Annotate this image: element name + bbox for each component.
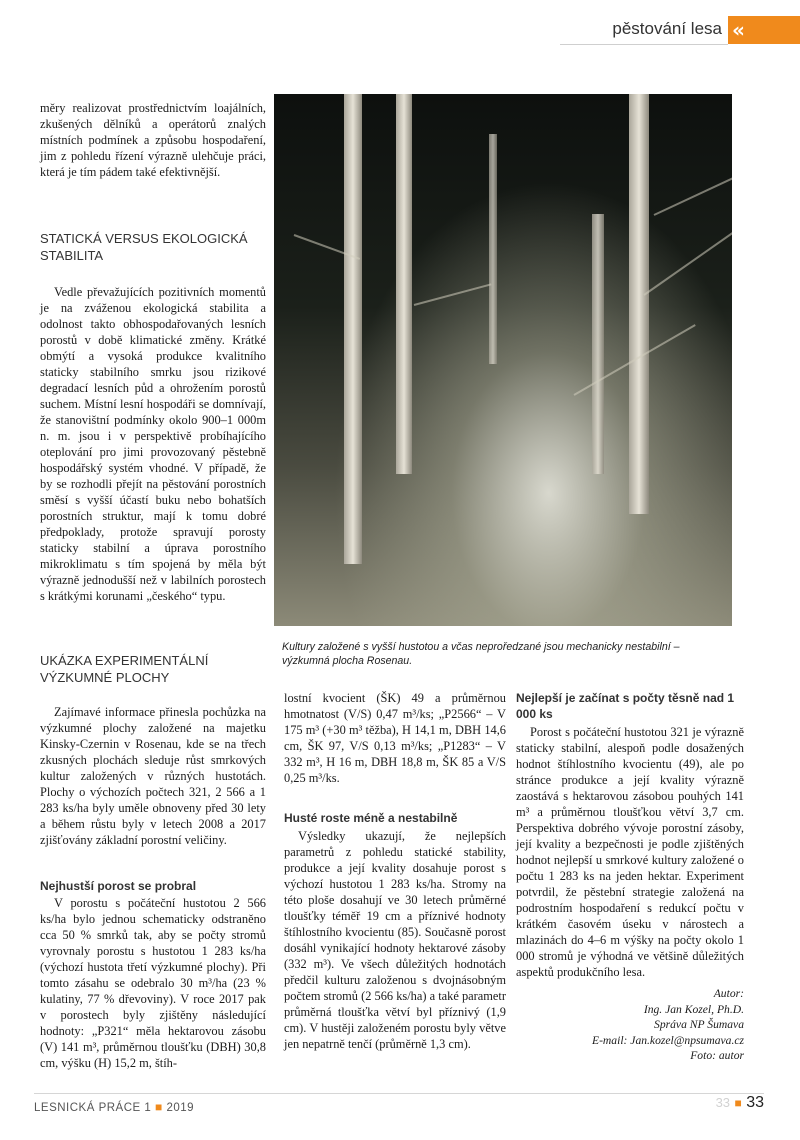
photo-credit: Foto: autor <box>690 1049 744 1063</box>
paragraph: lostní kvocient (ŠK) 49 a průměrnou hmotnatost (V/S) 0,47 m³/ks; „P2566“ – V 175 m³ (+30 m³ těžba), H 14,1 m, DBH 14,6 cm, ŠK 97, V/S 0,13 m³/ks; „P1283“ – V 332 m³, H 16 m, DBH 18,8 m, ŠK 85 a V/S 0,25 m³/ks. <box>284 691 506 785</box>
section-body <box>40 284 266 604</box>
paragraph: měry realizovat prostřednictvím loajálních, zkušených dělníků a operátorů znalých místních podmínek a způsobu hospodaření, jim z pohledu řízení výrazně ulehčuje práci, která je tím pádem také efektivnější. <box>40 101 266 179</box>
subsection-nejlepsi <box>516 690 744 1064</box>
branch <box>654 176 732 216</box>
journal-info <box>34 1100 194 1114</box>
paragraph: Zajímavé informace přinesla pochůzka na výzkumné plochy založené na majetku Kinsky-Czernin v Rosenau, kde se na třech zkusných plochách sleduje růst smrkových kultur založených v různých hustotách. Plochy o výchozích počtech 321, 2 566 a 1 283 ks/ha byly uměle obnoveny před 30 lety a během růstu byly v letech 2008 a 2017 zjišťovány základní porostní veličiny. <box>40 705 266 847</box>
subsection-title: Nejhustší porost se probral <box>40 879 197 893</box>
subsection-probral <box>40 878 266 896</box>
tree-trunk <box>344 94 362 564</box>
section-title: pěstování lesa <box>560 14 728 45</box>
author-name: Ing. Jan Kozel, Ph.D. <box>643 1002 744 1016</box>
tree-trunk <box>489 134 497 364</box>
paragraph: Výsledky ukazují, že nejlepších parametrů z pohledu statické stability, produkce a její kvality dosahuje porost s výchozí hustotou 1 283 ks/ha. Stromy na této ploše dosahují ve 30 letech průměrné tloušťky téměř 19 cm a příznivé hodnoty štíhlostního kvocientu (85). Současně porost dosáhl vynikající hodnoty hektarové zásoby (332 m³). Ve všech důležitých hodnotách předčil kulturu založenou s dvojnásobným počtem stromů (2 566 ks/ha) a také parametr průměrná tloušťka větví byl příznivý (1,9 cm). V hustěji založeném porostu byly větve jen nepatrně tenčí (průměrně 1,3 cm). <box>284 829 506 1051</box>
separator-icon: ■ <box>734 1096 742 1110</box>
tree-trunk <box>592 214 604 474</box>
forest-photo <box>274 94 732 626</box>
paragraph: Vedle převažujících pozitivních momentů je na zváženou ekologická stabilita a odolnost takto obhospodařovaných lesních porostů v době klimatické změny. Krátké obmýtí a vysoká produkce kvalitního staticky stabilního smrku jsou rizikové degradací lesních půd a ohrožením porostů suchem. Místní lesní hospodáři se domnívají, že stanovištní podmínky okolo 900–1 000m n. m. jsou i v perspektivě probíhajícího oteplování pro jimi provozovaný pěstebně hospodářský systém vhodné. V případě, že by se rozhodli přejít na pěstování porostních směsí s vyšší účastí buku nebo bohatších porostních struktur, mají k tomu dobré předpoklady, protože spravují porosty staticky stabilní a úprava porostního mikroklimatu s tím spojená by měla být výrazně jednodušší než v labilních porostech s krátkými korunami „českého“ typu. <box>40 285 266 603</box>
separator-icon: ■ <box>155 1100 163 1114</box>
subsection-title: Nejlepší je začínat s počty těsně nad 1 000 ks <box>516 691 735 721</box>
col1-top-text <box>40 100 266 180</box>
section-body <box>40 704 266 848</box>
branch <box>643 231 732 296</box>
author-label: Autor: <box>713 987 744 1000</box>
paragraph: V porostu s počáteční hustotou 2 566 ks/ha bylo jednou schematicky odstraněno cca 50 % smrků tak, aby se počty stromů vyrovnaly porostu s hustotou 1 283 ks/ha (výchozí hustota třetí výzkumné plochy). Při tomto zásahu se odebralo 30 m³/ha (23 % kulatiny, 77 % dřevoviny). V roce 2017 pak v porostech byly zjištěny následující hodnoty: „P321“ měla hektarovou zásobu (V) 141 m³, průměrnou tloušťku (DBH) 30,8 cm, výšku (H) 15,2 m, štíh- <box>40 896 266 1070</box>
author-block <box>516 986 744 1064</box>
sub1-text-part2 <box>284 690 506 794</box>
footer-divider <box>34 1093 764 1094</box>
page-number: 33 <box>746 1094 764 1111</box>
tree-trunk <box>629 94 649 514</box>
photo-caption: Kultury založené s vyšší hustotou a včas neproředzané jsou mechanicky nestabilní – výzkumná plocha Rosenau. <box>282 641 680 667</box>
sub1-text-part1 <box>40 895 266 1087</box>
page-number-block <box>660 1094 764 1112</box>
tree-trunk <box>396 94 412 474</box>
paragraph: Porost s počáteční hustotou 321 je výrazně staticky stabilní, alespoň podle dosažených hodnot štíhlostního kvocientu (49), ale po stránce produkce a její kvality výrazně zaostává s hektarovou zásobou pouhých 141 m³ a průměrnou tloušťkou větví 3,7 cm. Perspektiva dobrého vývoje porostní zásoby, její kvality a bezpečnosti je podle zjištěných hodnot nejlepší u smrkové kultury založené o počtu 1 283 ks na jeden hektar. Experiment potvrdil, že pěstební strategie založená na podrostním hospodaření s redukcí počtu v krátkém časovém úseku v nárostech a mlazinách do 4–6 m výšky na počty okolo 1 000 stromů je výhodná ve většině důležitých aspektů produkčního lesa. <box>516 725 744 979</box>
section-heading: STATICKÁ VERSUS EKOLOGICKÁ STABILITA <box>40 231 248 263</box>
section-statika <box>40 230 266 604</box>
page-number-ghost: 33 <box>715 1095 731 1110</box>
subsection-huste <box>284 810 506 1052</box>
journal-name: LESNICKÁ PRÁCE <box>34 1102 141 1114</box>
chevron-left-icon: « <box>728 16 800 44</box>
subsection-title: Husté roste méně a nestabilně <box>284 811 458 825</box>
subsection-body <box>516 724 744 980</box>
section-experiment <box>40 652 266 848</box>
author-org: Správa NP Šumava <box>654 1018 744 1032</box>
issue-number: 1 <box>144 1102 152 1114</box>
issue-year: 2019 <box>166 1102 195 1114</box>
section-heading: UKÁZKA EXPERIMENTÁLNÍ VÝZKUMNÉ PLOCHY <box>40 653 209 685</box>
author-email[interactable]: E-mail: Jan.kozel@npsumava.cz <box>591 1033 744 1047</box>
subsection-body <box>284 828 506 1052</box>
branch <box>414 283 492 306</box>
